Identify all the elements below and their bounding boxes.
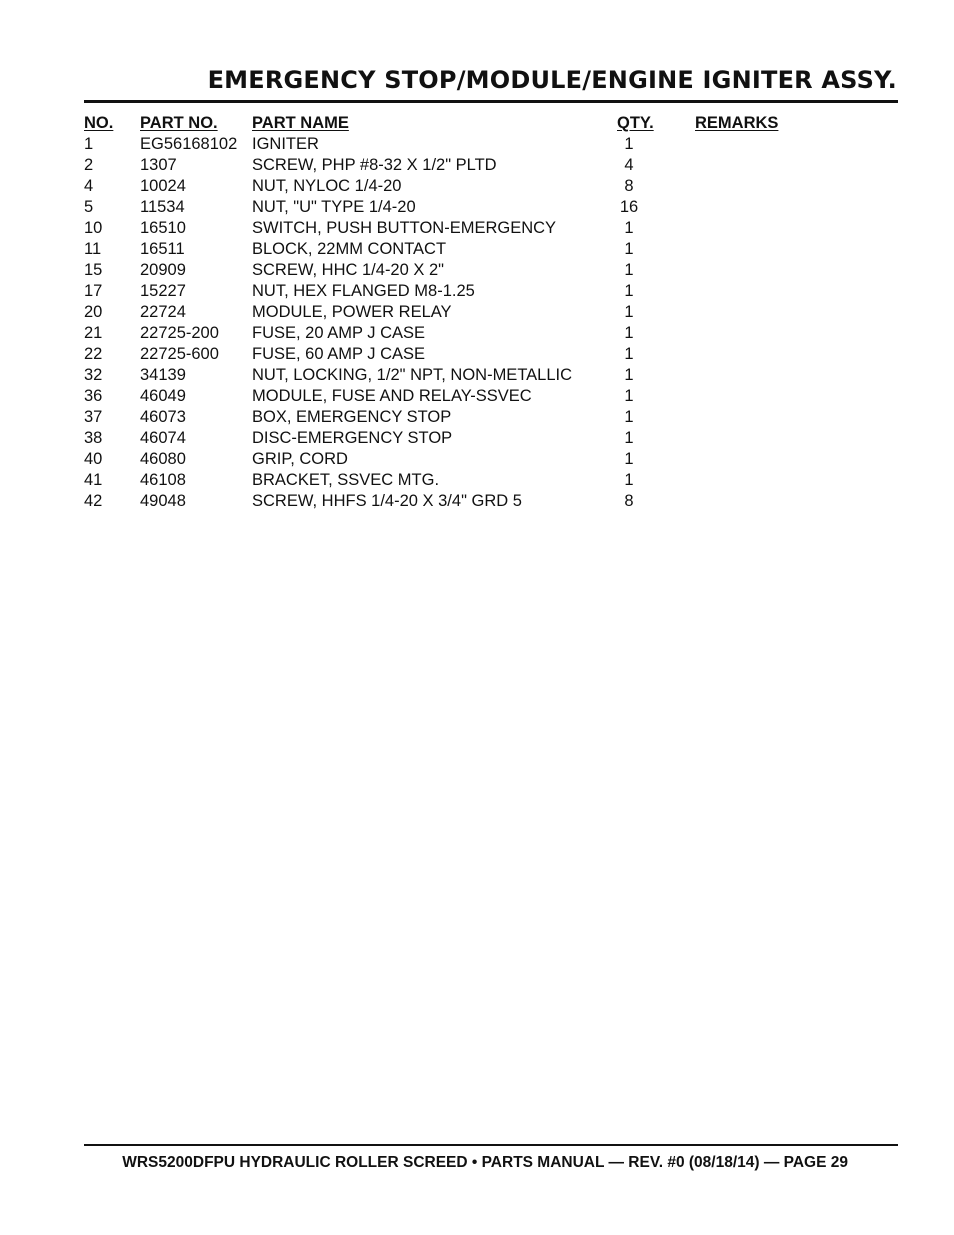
table-row	[84, 155, 898, 176]
cell-part-no: 16511	[140, 240, 185, 258]
header-part-name: PART NAME	[252, 114, 349, 132]
table-row	[84, 323, 898, 344]
header-no: NO.	[84, 114, 114, 132]
cell-part-name: BLOCK, 22MM CONTACT	[252, 240, 447, 258]
cell-part-name: NUT, NYLOC 1/4-20	[252, 177, 402, 195]
cell-no: 41	[84, 471, 103, 489]
table-row	[84, 281, 898, 302]
cell-part-name: IGNITER	[252, 135, 319, 153]
cell-part-name: DISC-EMERGENCY STOP	[252, 429, 453, 447]
cell-remarks	[695, 239, 898, 260]
cell-remarks	[695, 134, 898, 155]
table-row	[84, 365, 898, 386]
table-header-row	[84, 113, 898, 134]
table-row	[84, 218, 898, 239]
table-row	[84, 491, 898, 512]
cell-part-name: SCREW, HHFS 1/4-20 X 3/4" GRD 5	[252, 492, 522, 510]
cell-qty: 1	[624, 366, 634, 384]
cell-part-name: FUSE, 20 AMP J CASE	[252, 324, 426, 342]
cell-remarks	[695, 407, 898, 428]
title-divider	[84, 100, 898, 103]
cell-remarks	[695, 449, 898, 470]
cell-part-name: NUT, HEX FLANGED M8-1.25	[252, 282, 475, 300]
table-row	[84, 176, 898, 197]
cell-part-no: 46108	[140, 471, 186, 489]
cell-qty: 4	[624, 156, 634, 174]
cell-qty: 1	[624, 387, 634, 405]
cell-remarks	[695, 176, 898, 197]
cell-qty: 1	[624, 240, 634, 258]
cell-part-no: 49048	[140, 492, 186, 510]
cell-no: 17	[84, 282, 103, 300]
cell-no: 10	[84, 219, 103, 237]
header-part-no: PART NO.	[140, 114, 218, 132]
cell-remarks	[695, 197, 898, 218]
cell-remarks	[695, 386, 898, 407]
cell-remarks	[695, 491, 898, 512]
cell-part-name: SCREW, PHP #8-32 X 1/2" PLTD	[252, 156, 497, 174]
cell-qty: 8	[624, 177, 634, 195]
cell-qty: 1	[624, 471, 634, 489]
cell-part-no: 10024	[140, 177, 186, 195]
cell-part-name: FUSE, 60 AMP J CASE	[252, 345, 426, 363]
table-row	[84, 386, 898, 407]
cell-remarks	[695, 281, 898, 302]
cell-qty: 8	[624, 492, 634, 510]
cell-no: 36	[84, 387, 103, 405]
cell-remarks	[695, 155, 898, 176]
table-row	[84, 470, 898, 491]
cell-remarks	[695, 302, 898, 323]
cell-remarks	[695, 323, 898, 344]
cell-no: 5	[84, 198, 94, 216]
table-row	[84, 344, 898, 365]
cell-part-name: MODULE, POWER RELAY	[252, 303, 452, 321]
cell-part-no: 11534	[140, 198, 185, 216]
footer-divider	[84, 1144, 898, 1146]
cell-part-name: SCREW, HHC 1/4-20 X 2"	[252, 261, 444, 279]
cell-no: 42	[84, 492, 103, 510]
cell-remarks	[695, 344, 898, 365]
cell-no: 15	[84, 261, 103, 279]
table-row	[84, 428, 898, 449]
cell-remarks	[695, 470, 898, 491]
header-qty: QTY.	[617, 114, 654, 132]
cell-part-no: 15227	[140, 282, 186, 300]
cell-no: 37	[84, 408, 103, 426]
cell-qty: 1	[624, 429, 634, 447]
cell-part-name: GRIP, CORD	[252, 450, 348, 468]
table-row	[84, 260, 898, 281]
cell-part-name: NUT, LOCKING, 1/2" NPT, NON-METALLIC	[252, 366, 573, 384]
cell-qty: 1	[624, 345, 634, 363]
cell-no: 20	[84, 303, 103, 321]
cell-qty: 1	[624, 135, 634, 153]
header-remarks: REMARKS	[695, 114, 779, 132]
cell-part-no: 46073	[140, 408, 186, 426]
cell-part-no: 46049	[140, 387, 186, 405]
cell-part-name: BOX, EMERGENCY STOP	[252, 408, 452, 426]
cell-qty: 1	[624, 261, 634, 279]
table-row	[84, 134, 898, 155]
cell-part-no: 20909	[140, 261, 186, 279]
cell-part-no: EG56168102	[140, 135, 238, 153]
table-row	[84, 407, 898, 428]
cell-qty: 16	[619, 198, 639, 216]
cell-qty: 1	[624, 303, 634, 321]
parts-list-table	[84, 113, 898, 512]
cell-part-no: 34139	[140, 366, 186, 384]
cell-remarks	[695, 428, 898, 449]
table-row	[84, 302, 898, 323]
cell-part-name: BRACKET, SSVEC MTG.	[252, 471, 440, 489]
cell-no: 2	[84, 156, 94, 174]
cell-qty: 1	[624, 408, 634, 426]
cell-part-no: 46080	[140, 450, 186, 468]
cell-qty: 1	[624, 219, 634, 237]
cell-no: 40	[84, 450, 103, 468]
cell-no: 21	[84, 324, 103, 342]
cell-qty: 1	[624, 282, 634, 300]
cell-remarks	[695, 260, 898, 281]
cell-qty: 1	[624, 324, 634, 342]
cell-no: 22	[84, 345, 103, 363]
cell-no: 11	[84, 240, 102, 258]
cell-no: 1	[84, 135, 94, 153]
cell-no: 38	[84, 429, 103, 447]
cell-part-no: 1307	[140, 156, 177, 174]
table-row	[84, 197, 898, 218]
cell-qty: 1	[624, 450, 634, 468]
cell-remarks	[695, 218, 898, 239]
table-row	[84, 239, 898, 260]
cell-part-no: 46074	[140, 429, 186, 447]
cell-part-no: 22724	[140, 303, 186, 321]
page-footer: WRS5200DFPU HYDRAULIC ROLLER SCREED • PARTS MANUAL — REV. #0 (08/18/14) — PAGE 29	[122, 1154, 848, 1171]
cell-remarks	[695, 365, 898, 386]
cell-part-no: 22725-200	[140, 324, 219, 342]
cell-part-name: NUT, "U" TYPE 1/4-20	[252, 198, 416, 216]
cell-part-no: 16510	[140, 219, 186, 237]
cell-part-name: SWITCH, PUSH BUTTON-EMERGENCY	[252, 219, 557, 237]
page-title: EMERGENCY STOP/MODULE/ENGINE IGNITER ASSY.	[207, 66, 897, 94]
table-row	[84, 449, 898, 470]
cell-part-no: 22725-600	[140, 345, 219, 363]
cell-no: 4	[84, 177, 94, 195]
cell-part-name: MODULE, FUSE AND RELAY-SSVEC	[252, 387, 532, 405]
cell-no: 32	[84, 366, 103, 384]
